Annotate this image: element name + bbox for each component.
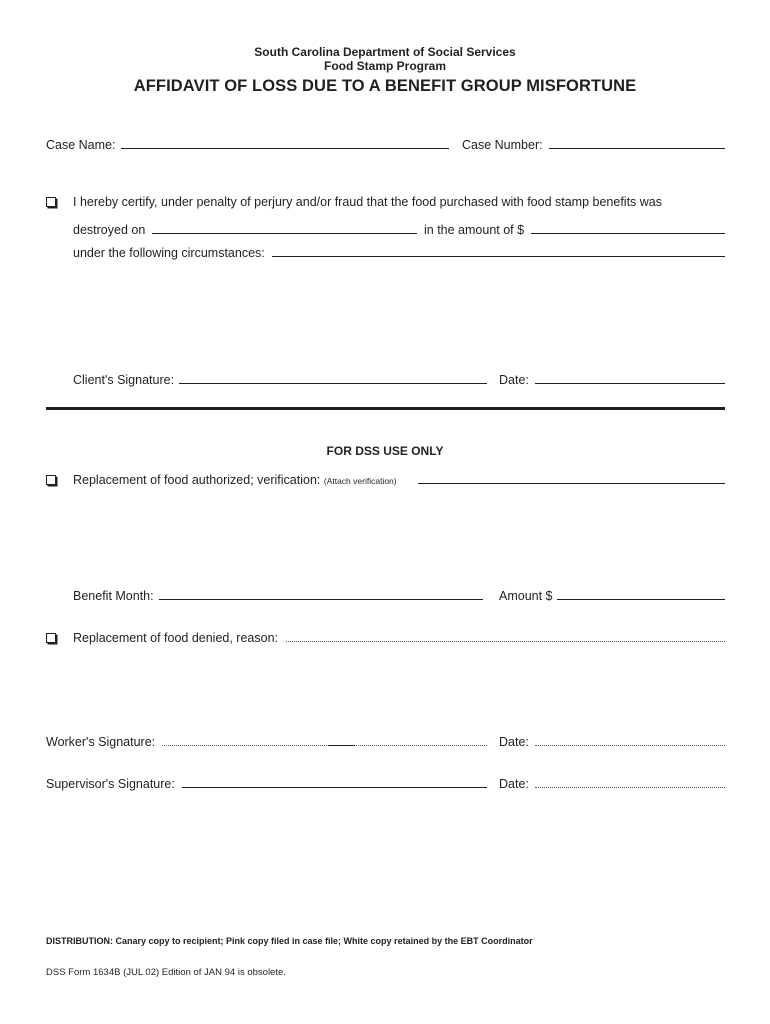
dss-amount-field[interactable] [557, 599, 725, 600]
distribution-note: DISTRIBUTION: Canary copy to recipient; Pink copy filed in case file; White copy retained by the EBT Coordinator [46, 936, 533, 946]
supervisor-signature-label: Supervisor's Signature: [46, 777, 175, 791]
worker-signature-label: Worker's Signature: [46, 735, 156, 749]
denied-checkbox[interactable] [46, 633, 56, 643]
case-name-field[interactable] [121, 148, 449, 149]
section-divider [46, 407, 725, 410]
destroyed-on-label: destroyed on [73, 223, 146, 237]
program-name: Food Stamp Program [323, 59, 446, 73]
certify-statement: I hereby certify, under penalty of perjury and/or fraud that the food purchased with food stamp benefits was [73, 195, 662, 209]
case-number-field[interactable] [549, 148, 725, 149]
replacement-authorized-text: Replacement of food authorized; verification: [73, 473, 321, 487]
worker-date-field[interactable] [535, 745, 725, 746]
certify-checkbox[interactable] [46, 197, 56, 207]
supervisor-signature-field[interactable] [182, 787, 487, 788]
destroyed-on-field[interactable] [152, 233, 417, 234]
amount-field[interactable] [531, 233, 725, 234]
agency-name: South Carolina Department of Social Services [254, 45, 516, 59]
replacement-authorized-label [73, 473, 397, 489]
client-date-label: Date: [499, 373, 529, 387]
circumstances-label: under the following circumstances: [73, 246, 265, 260]
case-name-label: Case Name: [46, 138, 116, 152]
client-signature-label: Client's Signature: [73, 373, 175, 387]
case-number-label: Case Number: [462, 138, 543, 152]
form-title: AFFIDAVIT OF LOSS DUE TO A BENEFIT GROUP MISFORTUNE [133, 77, 637, 95]
denied-reason-field[interactable] [286, 641, 725, 642]
dss-use-heading: FOR DSS USE ONLY [326, 444, 444, 458]
replacement-denied-label: Replacement of food denied, reason: [73, 631, 278, 645]
client-signature-field[interactable] [179, 383, 487, 384]
circumstances-field[interactable] [272, 256, 725, 257]
benefit-month-field[interactable] [159, 599, 483, 600]
form-identifier: DSS Form 1634B (JUL 02) Edition of JAN 94 is obsolete. [46, 967, 286, 978]
attach-verification-note: (Attach verification) [323, 476, 397, 486]
supervisor-date-field[interactable] [535, 787, 725, 788]
worker-signature-mark [328, 745, 355, 746]
verification-field[interactable] [418, 483, 725, 484]
supervisor-date-label: Date: [499, 777, 529, 791]
authorized-checkbox[interactable] [46, 475, 56, 485]
amount-label: in the amount of $ [424, 223, 525, 237]
benefit-month-label: Benefit Month: [73, 589, 154, 603]
worker-signature-field[interactable] [162, 745, 487, 746]
client-date-field[interactable] [535, 383, 725, 384]
dss-amount-label: Amount $ [499, 589, 553, 603]
worker-date-label: Date: [499, 735, 529, 749]
